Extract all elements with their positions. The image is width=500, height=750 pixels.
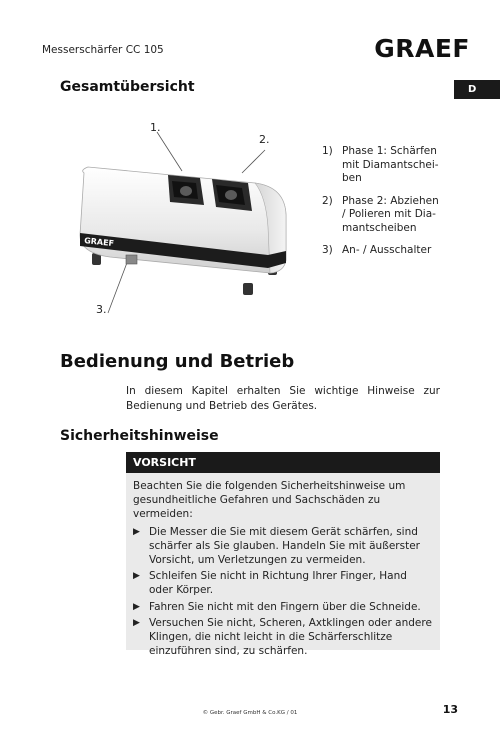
legend-number: 1) <box>322 145 333 157</box>
callout-3: 3. <box>96 303 107 316</box>
brand-logo: GRAEF <box>374 34 470 63</box>
page-number: 13 <box>442 703 458 716</box>
bullet-arrow-icon: ▶ <box>133 601 140 612</box>
device-brand-label: GRAEF <box>83 236 115 249</box>
legend-text: Phase 2: Abziehen / Polieren mit Dia-mantscheiben <box>342 194 439 234</box>
warning-label: VORSICHT <box>126 452 440 473</box>
legend-text: Phase 1: Schärfen mit Diamantschei-ben <box>342 145 439 184</box>
callout-2: 2. <box>259 133 270 146</box>
legend-number: 2) <box>322 194 333 207</box>
overview-heading: Gesamtübersicht <box>60 79 195 95</box>
legend-item <box>322 145 442 186</box>
list-item <box>133 525 433 568</box>
bullet-text: Schleifen Sie nicht in Richtung Ihrer Finger, Hand oder Körper. <box>149 570 407 597</box>
list-item <box>133 569 433 597</box>
bullet-text: Die Messer die Sie mit diesem Gerät schärfen, sind schärfer als Sie glauben. Handeln Sie mit äußerster Vorsicht, um Verletzungen zu vermeiden. <box>149 525 420 567</box>
warning-intro: Beachten Sie die folgenden Sicherheitshinweise um gesundheitliche Gefahren und Sachschäden zu vermeiden: <box>133 480 406 521</box>
parts-legend <box>322 145 442 267</box>
legend-text: An- / Ausschalter <box>342 244 432 256</box>
operation-intro: In diesem Kapitel erhalten Sie wichtige Hinweise zur Bedienung und Betrieb des Gerätes. <box>126 385 440 412</box>
bullet-text: Versuchen Sie nicht, Scheren, Axtklingen oder andere Klingen, die nicht leicht in die Schärferschlitze einzuführen sind, zu schärfen. <box>149 616 432 658</box>
legend-number: 3) <box>322 244 333 256</box>
legend-item <box>322 244 442 258</box>
bullet-arrow-icon: ▶ <box>133 526 140 537</box>
bullet-text: Fahren Sie nicht mit den Fingern über die Schneide. <box>149 600 421 613</box>
list-item <box>133 600 433 614</box>
document-title: Messerschärfer CC 105 <box>42 44 164 56</box>
legend-item <box>322 195 442 236</box>
safety-heading: Sicherheitshinweise <box>60 428 219 444</box>
knife-sharpener-illustration <box>70 115 310 325</box>
list-item <box>133 616 433 659</box>
language-tab: D <box>454 80 500 99</box>
callout-1: 1. <box>150 121 161 134</box>
bullet-arrow-icon: ▶ <box>133 571 140 582</box>
operation-heading: Bedienung und Betrieb <box>60 351 295 372</box>
warning-box <box>126 452 440 658</box>
bullet-arrow-icon: ▶ <box>133 617 140 628</box>
copyright-footer: © Gebr. Graef GmbH & Co.KG / 01 <box>202 710 298 716</box>
